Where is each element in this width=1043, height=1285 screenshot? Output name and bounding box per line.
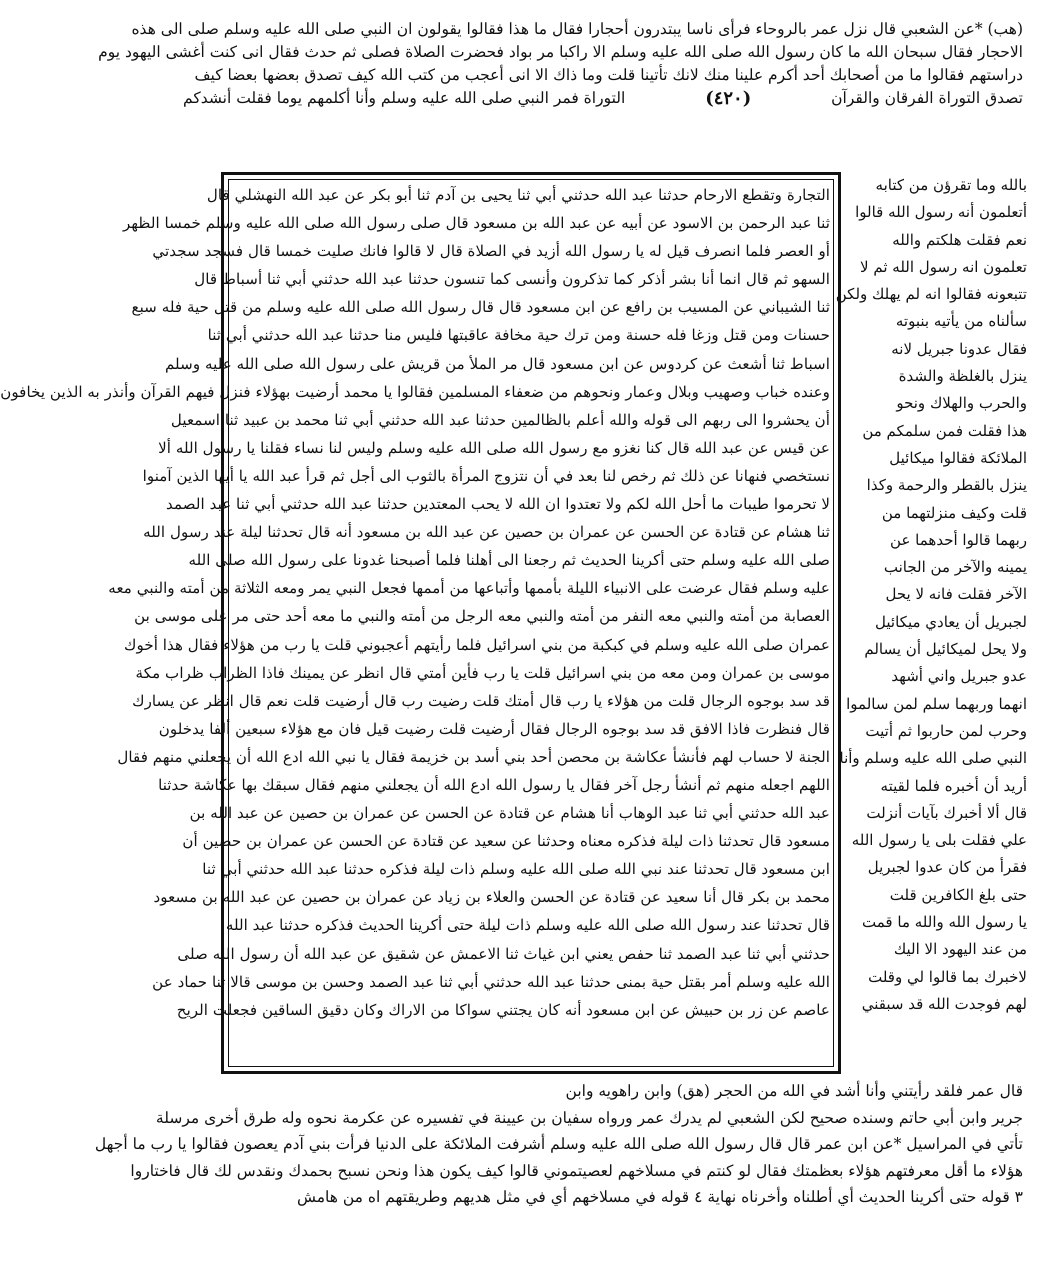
bottom-margin-line: هؤلاء ما أقل معرفتهم هؤلاء بعظمتك فقال لو كنتم في مسلاخهم لعصيتموني قالوا كيف يكون هذا ونحن نسبح بحمدك ونقدس لك قال فاختاروا [130,1161,1023,1180]
main-text-line: قال فنظرت فاذا الافق قد سد بوجوه الرجال فقال أرضيت قلت رضيت قيل فان مع هؤلاء سبعين ألفا يدخلون [158,719,830,738]
main-text-line: ابن مسعود قال تحدثنا عند نبي الله صلى الله عليه وسلم ذات ليلة فذكره حدثنا عبد الله حدثني أبي ثنا [202,860,830,879]
side-margin-line: تعلمون انه رسول الله ثم لا [860,257,1027,276]
bottom-margin-line: قال عمر فلقد رأيتني وأنا أشد في الله من الحجر (هق) وابن راهويه وابن [565,1082,1023,1100]
top-margin-commentary [98,18,1023,166]
side-margin-line: من عند اليهود الا اليك [893,940,1027,959]
main-text-line: عليه وسلم فقال عرضت على الانبياء الليلة بأممها وأتباعها من أممها فجعل النبي يمر ومعه الثلاثة من أمته والنبي معه [108,579,830,598]
footnote-line: ٣ قوله حتى أكرينا الحديث أي أطلناه وأخرناه نهاية ٤ قوله في مسلاخهم أي في مثل هديهم وطريقتهم اه من هامش [296,1188,1023,1206]
side-margin-line: أريد أن أخبره فلما لقيته [880,776,1027,795]
main-text-line: الجنة لا حساب لهم فأنشأ عكاشة بن محصن أحد بني أسد بن خزيمة فقال يا نبي الله ادع الله أن يجعلني منهم فقال [117,747,830,766]
main-text-block [0,181,830,1024]
bottom-margin-commentary [94,1078,1023,1211]
main-text-line: محمد بن بكر قال أنا سعيد عن قتادة عن الحسن والعلاء بن زياد عن عمران بن حصين عن عبد الله بن مسعود [153,888,830,907]
main-text-line: ثنا هشام عن قتادة عن الحسن عن عمران بن حصين عن عبد الله بن مسعود أنه قال تحدثنا ليلة عند رسول الله [143,523,830,542]
main-text-line: نستخصي فنهانا عن ذلك ثم رخص لنا بعد في أن نتزوج المرأة بالثوب الى أجل ثم قرأ عبد الله يا أيها الذين آمنوا [142,466,830,485]
main-text-line: عاصم عن زر بن حبيش عن ابن مسعود أنه كان يجتني سواكا من الاراك وكان دقيق الساقين فجعلت الريح [176,1000,830,1019]
bottom-margin-line: جرير وابن أبي حاتم وسنده صحيح لكن الشعبي لم يدرك عمر ورواه سفيان بن عيينة في تفسيره عن عكرمة نحوه وله طرق أخرى مرسلة [155,1108,1023,1127]
side-margin-line: لهم فوجدت الله قد سبقني [861,994,1027,1013]
side-margin-line: تتبعونه فقالوا انه لم يهلك ولكن [835,285,1027,304]
main-text-line: حدثني أبي ثنا عبد الصمد ثنا حفص يعني ابن غياث ثنا الاعمش عن شقيق عن عبد الله أن رسول الله صلى [177,944,830,963]
side-margin-line: يمينه والآخر من الجانب [883,558,1027,577]
side-margin-line: ولا يحل لميكائيل أن يسالم [864,640,1027,659]
side-margin-line: والحرب والهلاك ونحو [896,394,1027,413]
side-margin-commentary [835,172,1027,1018]
main-text-line: مسعود قال تحدثنا ذات ليلة فذكره معناه وحدثنا عن سعيد عن قتادة عن الحسن عن عمران بن حصين أن [182,832,830,851]
main-text-line: أن يحشروا الى ربهم الى قوله والله أعلم بالظالمين حدثنا عبد الله حدثني أبي ثنا محمد بن عبيد ثنا اسمعيل [170,410,830,429]
side-margin-line: ينزل بالغلظة والشدة [898,367,1027,386]
top-margin-line: تصدق التوراة الفرقان والقرآن [831,89,1023,107]
main-text-line: وعنده خباب وصهيب وبلال وعمار ونحوهم من ضعفاء المسلمين فقالوا يا محمد أرضيت بهؤلاء فنزل فيهم القرآن وأنذر به الذين يخافون [0,382,830,401]
main-text-line: عن قيس عن عبد الله قال كنا نغزو مع رسول الله صلى الله عليه وسلم وليس لنا نساء فقلنا يا رسول الله ألا [158,438,830,457]
main-text-line: اللهم اجعله منهم ثم أنشأ رجل آخر فقال يا رسول الله ادع الله أن يجعلني منهم فقال سبقك بها عكاشة حدثنا [158,775,830,794]
side-margin-line: قلت وكيف منزلتهما من [881,503,1027,522]
side-margin-line: سألناه من يأتيه بنبوته [895,312,1027,331]
main-text-line: الله عليه وسلم أمر بقتل حية بمنى حدثنا عبد الله حدثني أبي ثنا عبد الصمد وحسن بن موسى قالا ثنا حماد عن [152,972,830,991]
side-margin-line: الآخر فقلت فانه لا يحل [885,585,1027,604]
top-margin-line: التوراة فمر النبي صلى الله عليه وسلم وأنا أكلمهم يوما فقلت أنشدكم [183,89,626,107]
main-text-line: ثنا عبد الرحمن بن الاسود عن أبيه عن عبد الله بن مسعود قال صلى رسول الله صلى الله عليه وسلم خمسا الظهر [123,214,830,233]
main-text-line: موسى بن عمران ومن معه من بني اسرائيل قلت يا رب فأين أمتي قال انظر عن يمينك فاذا الظراب ظراب مكة [135,663,830,682]
side-margin-line: بالله وما تقرؤن من كتابه [875,176,1027,194]
main-text-line: عبد الله حدثني أبي ثنا عبد الوهاب أنا هشام عن قتادة عن الحسن عن عمران بن حصين عن عبد الله بن [189,804,830,823]
side-margin-line: عدو جبريل واني أشهد [891,667,1027,686]
side-margin-line: حتى بلغ الكافرين قلت [889,885,1027,904]
main-text-line: لا تحرموا طيبات ما أحل الله لكم ولا تعتدوا ان الله لا يحب المعتدين حدثنا عبد الله حدثني أبي ثنا عبد الصمد [166,495,830,514]
main-text-line: السهو ثم قال انما أنا بشر أذكر كما تذكرون وأنسى كما تنسون حدثنا عبد الله حدثني أبي ثنا أسباط قال [194,270,830,289]
side-margin-line: ينزل بالقطر والرحمة وكذا [866,476,1027,495]
main-text-line: العصابة من أمته والنبي معه النفر من أمته والنبي معه الرجل من أمته والنبي ما معه أحد حتى مر على موسى بن [134,607,830,626]
side-margin-line: نعم فقلت هلكتم والله [892,230,1027,249]
main-text-line: قد سد بوجوه الرجال قلت من هؤلاء يا رب قال أمتك قلت رضيت رب قال أرضيت قلت نعم قال انظر عن يسارك [132,691,830,710]
side-margin-line: قال ألا أخبرك بآيات أنزلت [866,803,1027,822]
main-text-line: حسنات ومن قتل وزغا فله حسنة ومن ترك حية مخافة عاقبتها فليس منا حدثنا عبد الله حدثني أبي ثنا [207,326,830,345]
top-margin-header-row [183,87,1023,110]
side-margin-line: الملائكة فقالوا ميكائيل [889,448,1027,467]
side-margin-line: لاخبرك بما قالوا لي وقلت [868,967,1027,986]
top-margin-line: الاحجار فقال سبحان الله ما كان رسول الله صلى الله عليه وسلم الا راكبا مر بواد فحضرت الصلاة فصلى ثم حدث فقال انى كنت أغشى اليهود يوم [98,43,1023,61]
main-text-frame [0,172,841,1074]
side-margin-line: أتعلمون أنه رسول الله قالوا [855,203,1027,222]
main-text-line: التجارة وتقطع الارحام حدثنا عبد الله حدثني أبي ثنا يحيى بن آدم ثنا أبو بكر عن عبد الله النهشلي قال [206,186,830,204]
side-margin-line: لجبريل أن يعادي ميكائيل [875,612,1027,631]
page-number: (٤٢٠) [705,88,752,109]
side-margin-line: هذا فقلت فمن سلمكم من [862,421,1027,440]
top-margin-line: دراستهم فقالوا ما من أصحابك أحد أكرم علينا منك لانك تأتينا قلت وما ذاك الا انى أعجب من كتب الله كيف تصدق بعضها بعضا كيف [194,66,1023,84]
side-margin-line: وحرب لمن حاربوا ثم أتيت [865,721,1027,740]
side-margin-line: فقال عدونا جبريل لانه [891,339,1027,358]
side-margin-line: يا رسول الله والله ما قمت [862,913,1027,932]
side-margin-line: فقرأ من كان عدوا لجبريل [867,858,1027,877]
side-margin-line: النبي صلى الله عليه وسلم وأنا [839,749,1027,768]
main-text-line: ثنا الشيباني عن المسيب بن رافع عن ابن مسعود قال قال رسول الله صلى الله عليه وسلم من قتل حية فله سبع [131,298,830,317]
top-margin-line: (هب) *عن الشعبي قال نزل عمر بالروحاء فرأى ناسا يبتدرون أحجارا فقال ما هذا فقالوا يقولون ان النبي صلى الله عليه وسلم صلى الى هذه [131,20,1023,38]
main-text-line: عمران صلى الله عليه وسلم في كبكبة من بني اسرائيل فلما رأيتهم أعجبوني قلت يا رب من هؤلاء فقال هذا أخوك [123,635,830,654]
side-margin-line: انهما وربهما سلم لمن سالموا [846,694,1027,713]
main-text-line: اسباط ثنا أشعث عن كردوس عن ابن مسعود قال مر الملأ من قريش على رسول الله صلى الله عليه وسلم [164,354,830,373]
side-margin-line: ربهما قالوا أحدهما عن [890,530,1027,549]
side-margin-line: علي فقلت بلى يا رسول الله [851,831,1027,850]
bottom-margin-line: تأتي في المراسيل *عن ابن عمر قال قال رسول الله صلى الله عليه وسلم أشرفت الملائكة على الدنيا فرأت بني آدم يعصون فقالوا يا رب ما أجهل [94,1135,1023,1153]
main-text-line: أو العصر فلما انصرف قيل له يا رسول الله أزيد في الصلاة قال لا قالوا فانك صليت خمسا قال فسجد سجدتي [152,242,830,261]
main-text-line: قال تحدثنا عند رسول الله صلى الله عليه وسلم ذات ليلة حتى أكرينا الحديث فذكره حدثنا عبد الله [225,916,830,935]
main-text-line: صلى الله عليه وسلم حتى أكرينا الحديث ثم رجعنا الى أهلنا فلما أصبحنا غدونا على رسول الله صلى الله [188,551,830,570]
